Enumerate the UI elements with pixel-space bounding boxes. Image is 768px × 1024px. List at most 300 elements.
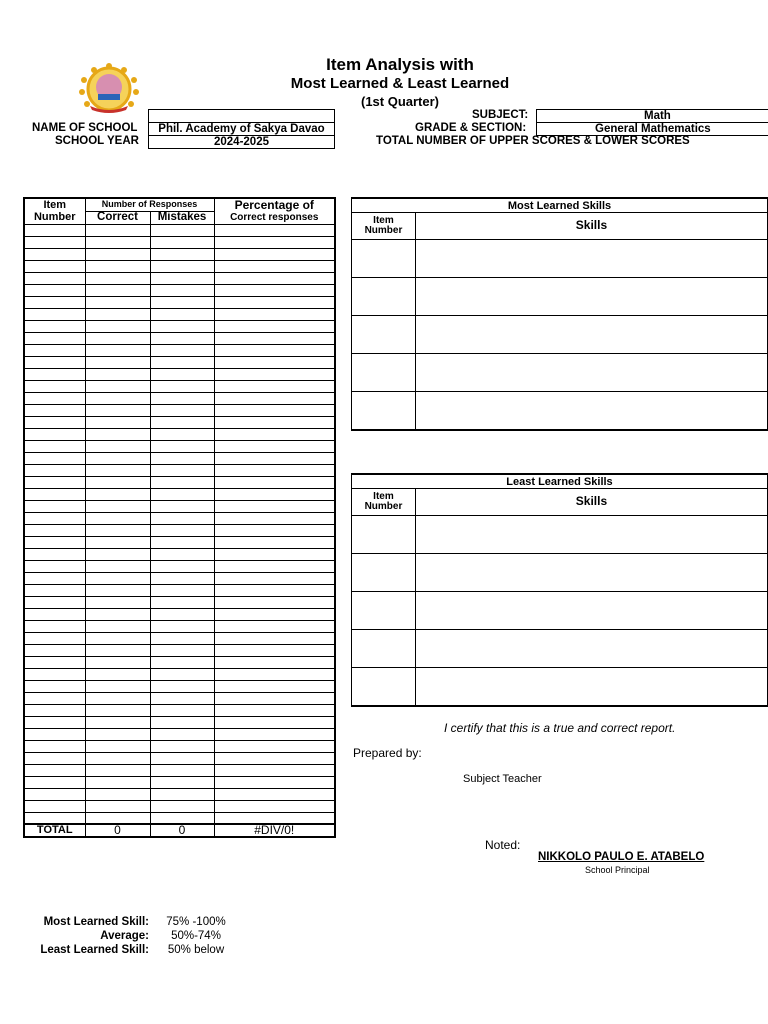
table-cell[interactable]: [85, 392, 150, 404]
skill-row: [352, 354, 768, 392]
table-cell[interactable]: [150, 572, 214, 584]
table-cell[interactable]: [214, 440, 335, 452]
table-cell[interactable]: [150, 428, 214, 440]
table-cell[interactable]: [24, 308, 85, 320]
skill-item-cell[interactable]: [352, 668, 416, 706]
table-cell[interactable]: [85, 260, 150, 272]
table-cell[interactable]: [85, 308, 150, 320]
table-row: [24, 428, 335, 440]
most-learned-table: [351, 197, 768, 431]
skill-text-cell[interactable]: [415, 516, 767, 554]
table-cell[interactable]: [24, 572, 85, 584]
table-cell[interactable]: [150, 620, 214, 632]
table-cell[interactable]: [214, 236, 335, 248]
table-cell[interactable]: [85, 644, 150, 656]
table-cell[interactable]: [85, 728, 150, 740]
certify-statement: I certify that this is a true and correct report.: [444, 721, 676, 735]
table-cell[interactable]: [24, 452, 85, 464]
skill-text-cell[interactable]: [415, 668, 767, 706]
table-cell[interactable]: [24, 788, 85, 800]
table-cell[interactable]: [214, 668, 335, 680]
table-cell[interactable]: [24, 356, 85, 368]
table-cell[interactable]: [214, 296, 335, 308]
table-cell[interactable]: [150, 644, 214, 656]
table-cell[interactable]: [24, 464, 85, 476]
table-cell[interactable]: [85, 248, 150, 260]
principal-role: School Principal: [585, 865, 650, 875]
legend-average-label: Average:: [100, 930, 149, 942]
table-cell[interactable]: [214, 800, 335, 812]
table-cell[interactable]: [85, 368, 150, 380]
table-cell[interactable]: [214, 632, 335, 644]
table-row: [24, 452, 335, 464]
table-cell[interactable]: [214, 776, 335, 788]
table-cell[interactable]: [24, 476, 85, 488]
table-cell[interactable]: [85, 632, 150, 644]
total-correct: 0: [85, 824, 150, 837]
most-skills-header: Skills: [415, 213, 767, 240]
table-cell[interactable]: [85, 500, 150, 512]
table-cell[interactable]: [150, 488, 214, 500]
table-row: [24, 272, 335, 284]
table-cell[interactable]: [214, 476, 335, 488]
table-row: [24, 536, 335, 548]
skill-legend: [23, 915, 242, 957]
table-cell[interactable]: [214, 752, 335, 764]
skill-row: [352, 278, 768, 316]
item-response-table: [23, 197, 336, 838]
col-number-header: Number: [24, 211, 85, 224]
table-cell[interactable]: [24, 368, 85, 380]
table-cell[interactable]: [24, 680, 85, 692]
table-cell[interactable]: [150, 608, 214, 620]
table-cell[interactable]: [150, 788, 214, 800]
table-cell[interactable]: [214, 644, 335, 656]
table-cell[interactable]: [85, 680, 150, 692]
table-cell[interactable]: [150, 308, 214, 320]
total-percentage: #DIV/0!: [214, 824, 335, 837]
skill-text-cell[interactable]: [415, 240, 767, 278]
table-row: [24, 380, 335, 392]
noted-label: Noted:: [485, 838, 521, 852]
table-cell[interactable]: [85, 320, 150, 332]
table-cell[interactable]: [214, 536, 335, 548]
prepared-by-label: Prepared by:: [353, 746, 422, 760]
table-cell[interactable]: [214, 392, 335, 404]
table-cell[interactable]: [150, 536, 214, 548]
table-cell[interactable]: [85, 428, 150, 440]
table-cell[interactable]: [85, 692, 150, 704]
most-item-label: Item: [373, 215, 394, 226]
col-percentage-header: Percentage of: [214, 198, 335, 211]
table-cell[interactable]: [214, 764, 335, 776]
table-cell[interactable]: [214, 740, 335, 752]
table-cell[interactable]: [85, 344, 150, 356]
school-year-label: SCHOOL YEAR: [55, 135, 139, 147]
table-cell[interactable]: [85, 416, 150, 428]
table-cell[interactable]: [214, 596, 335, 608]
table-row: [24, 440, 335, 452]
least-number-label: Number: [364, 501, 403, 512]
table-cell[interactable]: [85, 224, 150, 236]
legend-most-range: 75% -100%: [166, 916, 226, 928]
table-cell[interactable]: [214, 548, 335, 560]
table-cell[interactable]: [85, 356, 150, 368]
table-cell[interactable]: [24, 392, 85, 404]
legend-most-label: Most Learned Skill:: [43, 916, 149, 928]
table-cell[interactable]: [85, 548, 150, 560]
table-cell[interactable]: [24, 596, 85, 608]
table-cell[interactable]: [24, 668, 85, 680]
table-cell[interactable]: [24, 728, 85, 740]
table-cell[interactable]: [150, 248, 214, 260]
table-cell[interactable]: [150, 260, 214, 272]
table-cell[interactable]: [150, 632, 214, 644]
skill-text-cell[interactable]: [415, 278, 767, 316]
least-learned-rows: [352, 516, 768, 706]
table-cell[interactable]: [24, 224, 85, 236]
table-cell[interactable]: [85, 788, 150, 800]
table-cell[interactable]: [150, 752, 214, 764]
table-row: [24, 668, 335, 680]
table-cell[interactable]: [150, 740, 214, 752]
table-cell[interactable]: [214, 692, 335, 704]
skill-text-cell[interactable]: [415, 554, 767, 592]
table-cell[interactable]: [24, 584, 85, 596]
legend-average-range: 50%-74%: [171, 930, 221, 942]
table-row: [24, 644, 335, 656]
table-cell[interactable]: [214, 380, 335, 392]
table-cell[interactable]: [214, 356, 335, 368]
table-cell[interactable]: [85, 464, 150, 476]
table-row: [24, 236, 335, 248]
table-cell[interactable]: [85, 488, 150, 500]
table-cell[interactable]: [150, 512, 214, 524]
table-cell[interactable]: [150, 524, 214, 536]
table-cell[interactable]: [214, 488, 335, 500]
table-cell[interactable]: [150, 764, 214, 776]
table-cell[interactable]: [85, 512, 150, 524]
principal-name: NIKKOLO PAULO E. ATABELO: [538, 851, 705, 863]
table-cell[interactable]: [214, 704, 335, 716]
skill-row: [352, 554, 768, 592]
table-cell[interactable]: [24, 560, 85, 572]
school-name-label: NAME OF SCHOOL: [32, 122, 138, 134]
table-cell[interactable]: [214, 608, 335, 620]
skill-text-cell[interactable]: [415, 592, 767, 630]
table-cell[interactable]: [150, 728, 214, 740]
table-cell[interactable]: [214, 716, 335, 728]
table-cell[interactable]: [24, 404, 85, 416]
table-cell[interactable]: [85, 776, 150, 788]
table-cell[interactable]: [150, 500, 214, 512]
table-cell[interactable]: [150, 560, 214, 572]
table-cell[interactable]: [24, 512, 85, 524]
table-cell[interactable]: [150, 476, 214, 488]
least-item-label: Item: [373, 491, 394, 502]
table-cell[interactable]: [85, 740, 150, 752]
table-cell[interactable]: [150, 224, 214, 236]
table-cell[interactable]: [150, 680, 214, 692]
skill-row: [352, 668, 768, 706]
table-cell[interactable]: [214, 332, 335, 344]
most-item-number-header: [352, 213, 416, 240]
table-cell[interactable]: [24, 620, 85, 632]
table-cell[interactable]: [150, 464, 214, 476]
table-cell[interactable]: [214, 728, 335, 740]
table-row: [24, 332, 335, 344]
table-cell[interactable]: [24, 416, 85, 428]
subject-teacher-label: Subject Teacher: [463, 773, 542, 785]
skill-row: [352, 592, 768, 630]
table-cell[interactable]: [150, 380, 214, 392]
skill-row: [352, 316, 768, 354]
table-cell[interactable]: [85, 236, 150, 248]
table-cell[interactable]: [24, 776, 85, 788]
table-cell[interactable]: [214, 224, 335, 236]
table-cell[interactable]: [150, 548, 214, 560]
table-cell[interactable]: [85, 272, 150, 284]
table-cell[interactable]: [85, 752, 150, 764]
table-cell[interactable]: [24, 500, 85, 512]
table-cell[interactable]: [214, 284, 335, 296]
table-cell[interactable]: [24, 272, 85, 284]
table-row: [24, 416, 335, 428]
table-cell[interactable]: [85, 332, 150, 344]
table-cell[interactable]: [85, 380, 150, 392]
table-cell[interactable]: [214, 464, 335, 476]
table-cell[interactable]: [85, 536, 150, 548]
skill-row: [352, 630, 768, 668]
total-mistakes: 0: [150, 824, 214, 837]
table-cell[interactable]: [24, 548, 85, 560]
table-row: [24, 620, 335, 632]
legend-least-label: Least Learned Skill:: [40, 944, 149, 956]
table-cell[interactable]: [24, 248, 85, 260]
table-row: [24, 776, 335, 788]
table-cell[interactable]: [85, 404, 150, 416]
table-cell[interactable]: [85, 560, 150, 572]
table-row: [24, 404, 335, 416]
skill-item-cell[interactable]: [352, 630, 416, 668]
title-line-1: Item Analysis with: [326, 55, 474, 74]
table-cell[interactable]: [150, 716, 214, 728]
table-cell[interactable]: [214, 788, 335, 800]
skill-text-cell[interactable]: [415, 316, 767, 354]
table-cell[interactable]: [24, 536, 85, 548]
skill-item-cell[interactable]: [352, 592, 416, 630]
table-row: [24, 728, 335, 740]
table-cell[interactable]: [150, 332, 214, 344]
table-cell[interactable]: [150, 344, 214, 356]
table-row: [24, 752, 335, 764]
subject-field[interactable]: Math: [536, 109, 768, 123]
table-row: [24, 788, 335, 800]
grade-section-field[interactable]: General Mathematics: [536, 122, 768, 136]
table-cell[interactable]: [24, 692, 85, 704]
table-cell[interactable]: [24, 632, 85, 644]
skill-row: [352, 392, 768, 430]
table-cell[interactable]: [150, 356, 214, 368]
legend-least-range: 50% below: [167, 944, 225, 956]
table-cell[interactable]: [214, 620, 335, 632]
table-row: [24, 704, 335, 716]
table-cell[interactable]: [214, 680, 335, 692]
table-cell[interactable]: [150, 440, 214, 452]
skill-item-cell[interactable]: [352, 354, 416, 392]
table-cell[interactable]: [214, 512, 335, 524]
table-cell[interactable]: [150, 392, 214, 404]
table-cell[interactable]: [24, 260, 85, 272]
table-cell[interactable]: [24, 740, 85, 752]
school-name-field[interactable]: Phil. Academy of Sakya Davao: [148, 122, 335, 136]
table-cell[interactable]: [24, 320, 85, 332]
table-cell[interactable]: [150, 320, 214, 332]
table-cell[interactable]: [214, 560, 335, 572]
table-cell[interactable]: [150, 236, 214, 248]
table-row: [24, 716, 335, 728]
table-cell[interactable]: [214, 344, 335, 356]
table-cell[interactable]: [150, 296, 214, 308]
table-cell[interactable]: [24, 752, 85, 764]
table-row: [24, 488, 335, 500]
table-cell[interactable]: [214, 416, 335, 428]
table-row: [24, 632, 335, 644]
table-cell[interactable]: [150, 656, 214, 668]
skill-row: [352, 240, 768, 278]
table-cell[interactable]: [85, 524, 150, 536]
table-row: [24, 296, 335, 308]
table-cell[interactable]: [85, 800, 150, 812]
table-cell[interactable]: [24, 380, 85, 392]
table-cell[interactable]: [150, 416, 214, 428]
table-row: [24, 260, 335, 272]
table-cell[interactable]: [24, 344, 85, 356]
table-row: [24, 284, 335, 296]
most-learned-rows: [352, 240, 768, 430]
least-skills-header: Skills: [415, 489, 767, 516]
skill-item-cell[interactable]: [352, 278, 416, 316]
table-cell[interactable]: [214, 452, 335, 464]
table-cell[interactable]: [214, 404, 335, 416]
table-cell[interactable]: [85, 476, 150, 488]
table-cell[interactable]: [85, 596, 150, 608]
school-year-field[interactable]: 2024-2025: [148, 135, 335, 149]
title-line-2: Most Learned & Least Learned: [290, 75, 510, 92]
table-cell[interactable]: [85, 572, 150, 584]
table-row: [24, 224, 335, 236]
table-cell[interactable]: [150, 404, 214, 416]
table-cell[interactable]: [150, 776, 214, 788]
table-cell[interactable]: [85, 764, 150, 776]
most-learned-title: Most Learned Skills: [352, 198, 768, 213]
table-row: [24, 356, 335, 368]
skill-item-cell[interactable]: [352, 316, 416, 354]
table-row: [24, 680, 335, 692]
skill-text-cell[interactable]: [415, 630, 767, 668]
table-cell[interactable]: [85, 284, 150, 296]
table-cell[interactable]: [214, 524, 335, 536]
skill-item-cell[interactable]: [352, 554, 416, 592]
table-cell[interactable]: [214, 248, 335, 260]
table-cell[interactable]: [150, 272, 214, 284]
total-scores-label: TOTAL NUMBER OF UPPER SCORES & LOWER SCORES: [376, 135, 690, 147]
table-cell[interactable]: [214, 272, 335, 284]
table-cell[interactable]: [150, 692, 214, 704]
table-cell[interactable]: [24, 524, 85, 536]
table-row: [24, 500, 335, 512]
table-cell[interactable]: [24, 236, 85, 248]
table-cell[interactable]: [24, 608, 85, 620]
table-cell[interactable]: [150, 704, 214, 716]
table-row: [24, 800, 335, 812]
table-cell[interactable]: [85, 620, 150, 632]
response-rows: [24, 224, 335, 824]
table-cell[interactable]: [214, 584, 335, 596]
table-cell[interactable]: [24, 716, 85, 728]
table-cell[interactable]: [150, 596, 214, 608]
most-number-label: Number: [364, 225, 403, 236]
skill-item-cell[interactable]: [352, 392, 416, 430]
table-cell[interactable]: [24, 764, 85, 776]
table-cell[interactable]: [85, 608, 150, 620]
table-cell[interactable]: [85, 296, 150, 308]
table-cell[interactable]: [85, 440, 150, 452]
table-cell[interactable]: [214, 500, 335, 512]
table-cell[interactable]: [85, 656, 150, 668]
table-cell[interactable]: [24, 296, 85, 308]
skill-item-cell[interactable]: [352, 516, 416, 554]
skill-item-cell[interactable]: [352, 240, 416, 278]
table-cell[interactable]: [24, 332, 85, 344]
table-cell[interactable]: [24, 488, 85, 500]
table-cell[interactable]: [24, 644, 85, 656]
table-cell[interactable]: [24, 800, 85, 812]
skill-text-cell[interactable]: [415, 392, 767, 430]
table-row: [24, 524, 335, 536]
table-cell[interactable]: [150, 584, 214, 596]
table-cell[interactable]: [24, 656, 85, 668]
table-cell[interactable]: [150, 368, 214, 380]
table-cell[interactable]: [214, 656, 335, 668]
grade-section-label: GRADE & SECTION:: [415, 122, 527, 134]
table-cell[interactable]: [24, 812, 85, 824]
table-cell[interactable]: [214, 308, 335, 320]
table-cell[interactable]: [85, 668, 150, 680]
table-cell[interactable]: [150, 800, 214, 812]
table-cell[interactable]: [85, 716, 150, 728]
table-cell[interactable]: [214, 320, 335, 332]
table-cell[interactable]: [24, 704, 85, 716]
table-row: [24, 596, 335, 608]
table-row: [24, 560, 335, 572]
table-cell[interactable]: [85, 452, 150, 464]
table-cell[interactable]: [214, 260, 335, 272]
table-cell[interactable]: [24, 428, 85, 440]
table-cell[interactable]: [150, 668, 214, 680]
table-cell[interactable]: [85, 584, 150, 596]
table-cell[interactable]: [214, 368, 335, 380]
table-cell[interactable]: [24, 284, 85, 296]
table-cell[interactable]: [214, 572, 335, 584]
table-cell[interactable]: [150, 284, 214, 296]
table-cell[interactable]: [150, 452, 214, 464]
table-row: [24, 368, 335, 380]
skill-text-cell[interactable]: [415, 354, 767, 392]
table-cell[interactable]: [85, 704, 150, 716]
table-cell[interactable]: [24, 440, 85, 452]
table-cell[interactable]: [214, 428, 335, 440]
